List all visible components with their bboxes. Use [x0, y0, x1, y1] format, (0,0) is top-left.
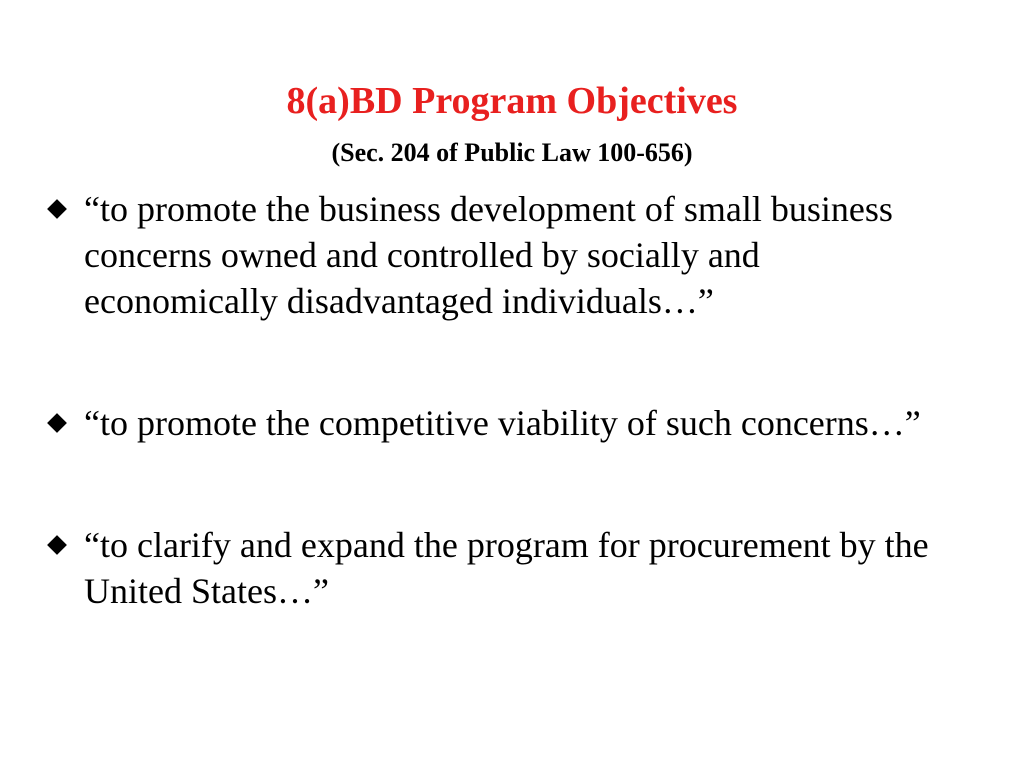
objective-text: “to promote the business development of small business concerns owned and controlled by socially and economically disadvantaged individuals…”	[84, 189, 893, 321]
objective-text: “to clarify and expand the program for procurement by the United States…”	[84, 525, 929, 611]
slide-title: 8(a)BD Program Objectives	[286, 80, 738, 122]
slide-subtitle: (Sec. 204 of Public Law 100-656)	[331, 138, 693, 167]
diamond-bullet-icon	[47, 535, 67, 555]
objective-item	[44, 400, 944, 446]
diamond-bullet-icon	[47, 413, 67, 433]
objective-item	[44, 522, 944, 614]
objective-item	[44, 186, 944, 324]
diamond-bullet-icon	[47, 199, 67, 219]
objectives-list	[44, 186, 944, 614]
objective-text: “to promote the competitive viability of such concerns…”	[84, 403, 921, 443]
